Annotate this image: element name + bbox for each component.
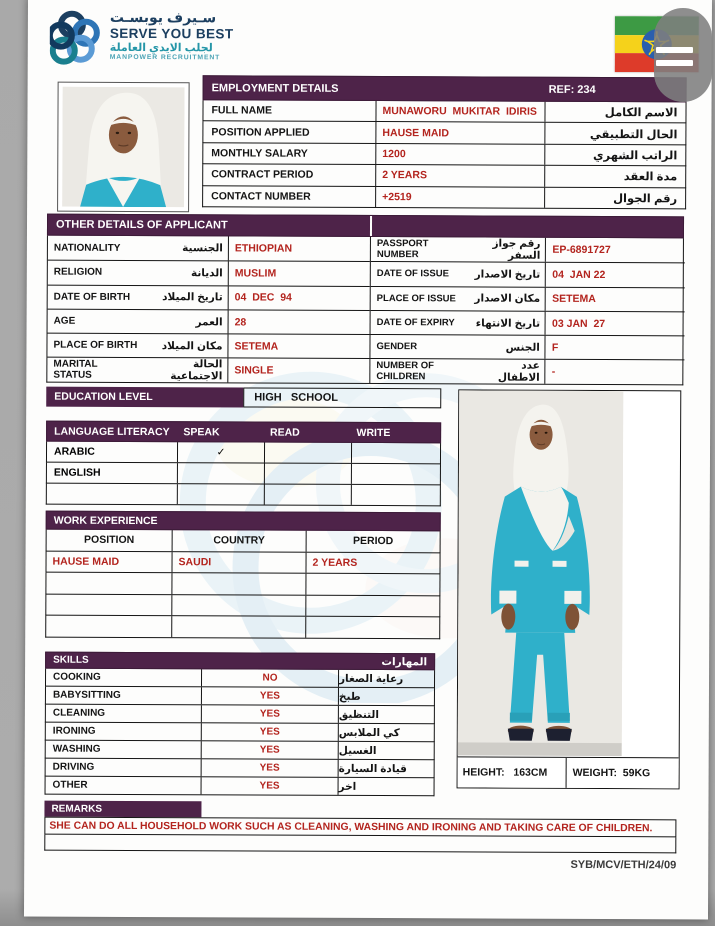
language-name: ARABIC [53,445,95,458]
column-header: SPEAK [183,425,220,438]
field-label: PLACE OF ISSUE [376,292,456,305]
field-label: POSITION APPLIED [211,125,310,139]
skill-label-ar: اخر [338,778,434,795]
section-title-ar: المهارات [381,655,428,668]
field-label: PASSPORT NUMBER [376,238,429,261]
table-row [48,260,370,286]
read-cell [264,443,351,463]
period-cell [305,574,439,595]
field-value: EP-6891727 [545,238,685,263]
table-row [45,573,440,596]
table-row [202,186,686,210]
other-details-table [46,214,684,386]
field-value: F [545,336,685,360]
skill-label: BABYSITTING [52,689,121,701]
table-row [48,236,370,262]
document-code: SYB/MCV/ETH/24/09 [570,858,677,872]
table-row [45,705,435,725]
speak-cell [177,463,264,483]
field-label: DATE OF BIRTH [53,291,131,303]
table-row [371,310,685,336]
language-literacy-table [46,421,441,507]
field-value: 2 YEARS [375,165,545,186]
agency-tagline: MANPOWER RECRUITMENT [109,53,221,62]
section-title: SKILLS [53,654,89,666]
field-value: 04 DEC 94 [228,286,370,310]
field-label: MONTHLY SALARY [211,147,308,160]
education-level-header [46,387,243,408]
cv-sheet [24,0,712,919]
table-row [45,741,435,761]
agency-tagline-arabic: لجلب الايدي العاملة [109,41,213,55]
table-row [370,358,684,384]
field-value: MUNAWORU MUKITAR IDIRIS [375,101,545,122]
table-row [45,723,435,743]
column-header: COUNTRY [172,530,306,551]
table-row [45,777,435,797]
table-row [48,284,370,310]
column-header: PERIOD [306,531,440,552]
work-experience-table [45,511,441,639]
skill-value: NO [201,669,338,687]
field-value: 1200 [375,144,545,165]
full-body-photo-box [457,389,682,789]
skill-value: YES [201,687,338,705]
header-divider [370,216,372,236]
column-header: WRITE [356,426,391,439]
menu-lines-icon [656,47,693,53]
skill-label-ar: قيادة السيارة [338,760,434,777]
period-cell: 2 YEARS [305,552,439,573]
table-row [46,484,441,507]
weight-value: WEIGHT: 59KG [566,758,679,788]
skill-label: WASHING [52,743,101,755]
field-label: NATIONALITY [53,242,121,254]
table-row [45,616,440,639]
field-label-ar: الحالة الاجتماعية [170,358,223,383]
field-label: AGE [53,315,76,327]
table-row [202,122,686,146]
field-value: SINGLE [227,359,369,383]
field-label: FULL NAME [211,104,273,117]
field-value: ETHIOPIAN [228,236,370,261]
language-name [47,494,177,495]
column-header: POSITION [84,534,135,547]
passport-photo [57,82,190,213]
work-experience-header [46,511,441,532]
period-cell [305,595,439,616]
skill-label: OTHER [52,779,88,791]
table-row [202,164,686,188]
section-title: EDUCATION LEVEL [54,390,153,404]
menu-lines-icon [656,60,693,66]
country-cell [171,616,305,637]
table-row [371,237,685,263]
read-cell [264,485,351,505]
skill-label-ar: رعاية الصغار [338,670,434,687]
field-value: 03 JAN 27 [545,312,685,336]
field-label-ar: تاريخ الميلاد [162,291,223,304]
section-title: WORK EXPERIENCE [53,514,158,527]
field-value: SETEMA [545,287,685,311]
field-label-ar: مدة العقد [623,171,678,184]
table-row [371,261,685,287]
country-cell [171,595,305,616]
write-cell [351,443,440,463]
country-cell: SAUDI [171,552,305,573]
section-title: OTHER DETAILS OF APPLICANT [55,218,228,232]
remarks-header [44,801,201,818]
height-value: HEIGHT: 163CM [462,766,548,779]
ref-number: REF: 234 [548,83,596,96]
position-cell [46,604,171,605]
floating-menu-button[interactable] [654,8,712,102]
field-label: DATE OF EXPIRY [376,317,455,329]
other-details-left [47,236,370,383]
field-label-ar: العمر [195,315,223,328]
field-label-ar: الجنس [505,341,540,354]
field-label-ar: رقم الجوال [613,192,678,206]
measurements-row [458,756,679,788]
skill-label: CLEANING [52,707,106,719]
portrait-image [62,87,185,208]
agency-logo [50,9,234,68]
country-cell [171,573,305,594]
skill-value: YES [201,723,338,741]
field-label-ar: مكان الاصدار [474,292,541,305]
field-label-ar: الراتب الشهري [592,149,678,163]
field-value: +2519 [375,187,545,208]
table-row [45,594,440,617]
table-row [45,759,435,779]
read-cell [264,464,351,484]
period-cell [305,617,439,638]
language-name: ENGLISH [53,466,101,479]
table-row [202,100,686,124]
table-row [45,687,435,707]
skill-value: YES [201,705,338,723]
skill-label-ar: كي الملابس [338,724,434,741]
table-row [371,286,685,312]
write-cell [351,485,440,505]
remarks-empty-row [44,835,676,854]
write-cell [351,464,440,484]
field-label-ar: مكان الميلاد [161,339,223,353]
field-label-ar: رقم جواز السفر [492,237,541,262]
section-title: REMARKS [51,803,103,815]
field-label-ar: عدد الاطفال [497,359,540,384]
speak-cell [177,484,264,504]
skill-label-ar: الغسيل [338,742,434,759]
skills-table [45,652,436,797]
table-row [45,669,435,689]
table-row [47,333,369,359]
skill-label: DRIVING [52,761,95,773]
skill-value: YES [201,759,338,777]
field-label: NUMBER OF CHILDREN [376,360,434,383]
table-row [47,357,369,383]
field-label-ar: الاسم الكامل [604,107,678,120]
field-label-ar: الديانة [190,267,223,280]
field-label: RELIGION [53,267,103,279]
position-cell [46,626,171,627]
field-value: HAUSE MAID [375,122,545,143]
field-label: CONTACT NUMBER [211,190,311,203]
skill-value: YES [201,777,338,795]
skill-label: IRONING [52,725,96,737]
table-row [46,442,441,465]
field-label: CONTRACT PERIOD [211,168,314,182]
table-row [202,143,686,167]
table-row [48,308,370,334]
field-value: SETEMA [227,335,369,359]
field-value: - [545,360,685,384]
skill-label-ar: طبخ [338,688,434,705]
speak-checkmark: ✓ [177,442,264,462]
field-label-ar: تاريخ الاصدار [474,268,541,281]
field-label: PLACE OF BIRTH [53,339,138,352]
agency-name-arabic: سـيرف يوبسـت [109,8,217,26]
position-cell: HAUSE MAID [52,555,120,568]
employment-details-table [202,75,687,209]
field-label-ar: تاريخ الانتهاء [475,316,541,330]
position-cell [46,583,171,584]
work-column-headers [46,530,441,553]
employment-details-header [203,75,687,102]
other-details-right [369,237,685,384]
field-label-ar: الحال التطبيقي [589,128,678,141]
field-label: GENDER [376,341,418,353]
full-body-image [458,390,624,756]
column-header: LANGUAGE LITERACY [54,425,170,438]
table-row [370,334,684,360]
education-level-value: HIGH SCHOOL [243,387,441,408]
skill-label: COOKING [53,671,101,683]
section-title: EMPLOYMENT DETAILS [211,81,339,95]
language-table-header [46,421,441,444]
agency-name: SERVE YOU BEST [109,25,234,42]
field-label: DATE OF ISSUE [376,268,449,280]
field-label-ar: الجنسية [182,242,223,255]
field-value: MUSLIM [228,262,370,286]
full-body-photo [458,390,624,756]
skill-label-ar: التنظيق [338,706,434,723]
column-header: READ [269,426,300,439]
skill-value: YES [201,741,338,759]
skills-header [45,652,435,671]
remarks-table [44,817,676,854]
table-row [46,463,441,486]
other-details-header [47,214,684,239]
table-row [45,551,440,574]
field-label: MARITAL STATUS [53,358,98,381]
agency-logo-icon [50,9,104,67]
field-value: 04 JAN 22 [545,263,685,287]
field-value: 28 [228,310,370,334]
remarks-text: SHE CAN DO ALL HOUSEHOLD WORK SUCH AS CLEANING, WASHING AND IRONING AND TAKING CARE OF CHILDREN. [49,820,653,834]
